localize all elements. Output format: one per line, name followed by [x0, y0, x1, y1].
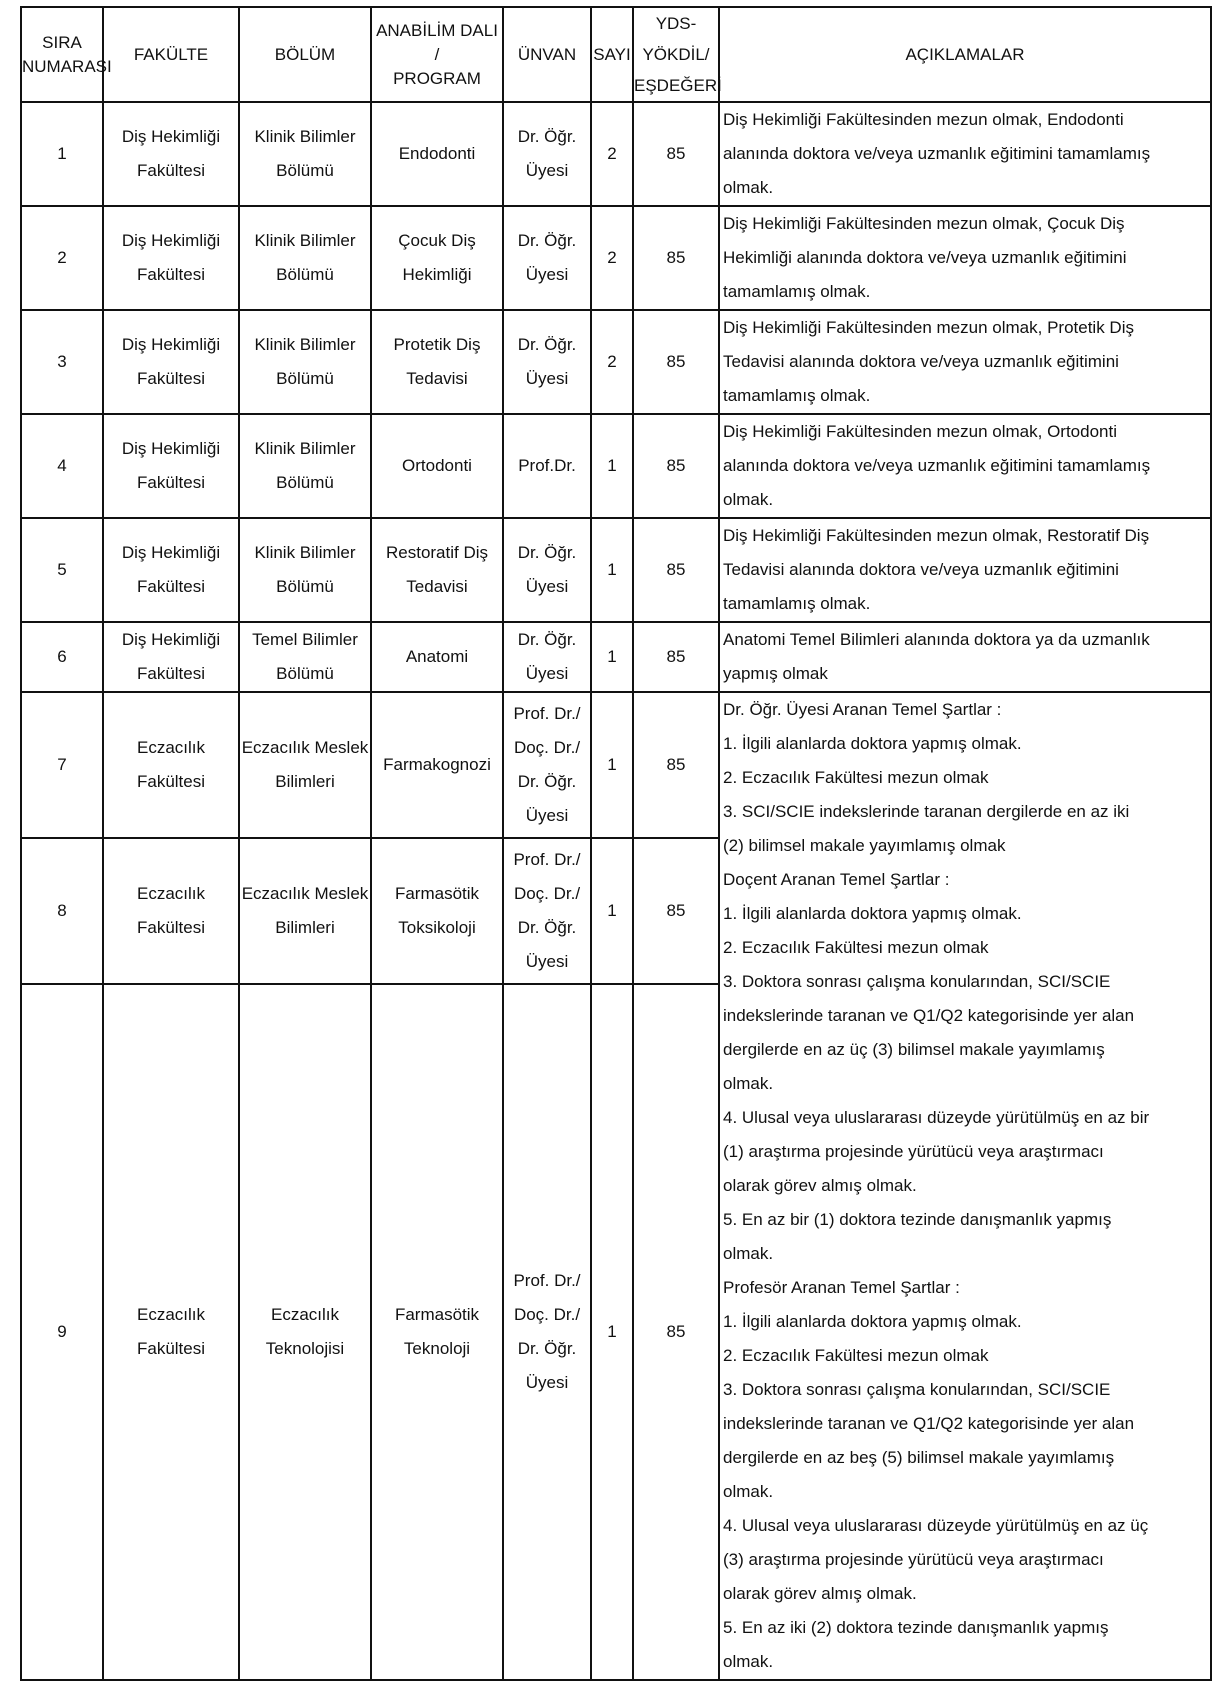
aciklama-line: (1) araştırma projesinde yürütücü veya araştırmacı: [723, 1142, 1104, 1161]
row-program: Protetik Diş Tedavisi: [371, 310, 503, 414]
row-fakulte: Diş Hekimliği Fakültesi: [103, 622, 239, 692]
row-program: Farmasötik Toksikoloji: [371, 838, 503, 984]
table-row: [21, 622, 1211, 692]
aciklama-line: 2. Eczacılık Fakültesi mezun olmak: [723, 1346, 989, 1365]
aciklama-line: 4. Ulusal veya uluslararası düzeyde yürütülmüş en az üç: [723, 1516, 1149, 1535]
row-bolum: Klinik Bilimler Bölümü: [239, 102, 371, 206]
row-fakulte: Eczacılık Fakültesi: [103, 692, 239, 838]
row-sayi: 2: [591, 310, 633, 414]
row-bolum: Eczacılık Teknolojisi: [239, 984, 371, 1680]
aciklama-line: dergilerde en az beş (5) bilimsel makale yayımlamış: [723, 1448, 1115, 1467]
row-fakulte: Diş Hekimliği Fakültesi: [103, 310, 239, 414]
header-bolum: BÖLÜM: [239, 7, 371, 102]
row-no: 9: [21, 984, 103, 1680]
row-bolum: Klinik Bilimler Bölümü: [239, 206, 371, 310]
row-bolum: Temel Bilimler Bölümü: [239, 622, 371, 692]
row-fakulte: Diş Hekimliği Fakültesi: [103, 414, 239, 518]
row-bolum: Klinik Bilimler Bölümü: [239, 518, 371, 622]
row-sayi: 2: [591, 206, 633, 310]
header-aciklamalar: AÇIKLAMALAR: [719, 7, 1211, 102]
header-row: [21, 7, 1211, 102]
header-unvan: ÜNVAN: [503, 7, 591, 102]
row-unvan: Dr. Öğr. Üyesi: [503, 622, 591, 692]
aciklama-line: 3. Doktora sonrası çalışma konularından, SCI/SCIE: [723, 1380, 1111, 1399]
aciklama-line: dergilerde en az üç (3) bilimsel makale yayımlamış: [723, 1040, 1105, 1059]
row-yds: 85: [633, 102, 719, 206]
aciklama-line: Doçent Aranan Temel Şartlar :: [723, 870, 950, 889]
row-sayi: 1: [591, 984, 633, 1680]
header-fakulte: FAKÜLTE: [103, 7, 239, 102]
table-body: [21, 102, 1211, 1680]
row-fakulte: Eczacılık Fakültesi: [103, 984, 239, 1680]
row-unvan: Dr. Öğr. Üyesi: [503, 102, 591, 206]
row-program: Farmasötik Teknoloji: [371, 984, 503, 1680]
aciklama-line: indekslerinde taranan ve Q1/Q2 kategorisinde yer alan: [723, 1414, 1135, 1433]
row-yds: 85: [633, 518, 719, 622]
row-fakulte: Diş Hekimliği Fakültesi: [103, 206, 239, 310]
aciklama-line: 5. En az bir (1) doktora tezinde danışmanlık yapmış: [723, 1210, 1112, 1229]
row-unvan: Prof. Dr./ Doç. Dr./ Dr. Öğr. Üyesi: [503, 692, 591, 838]
row-no: 2: [21, 206, 103, 310]
row-bolum: Eczacılık Meslek Bilimleri: [239, 838, 371, 984]
aciklama-line: olmak.: [723, 1074, 774, 1093]
row-aciklama: Diş Hekimliği Fakültesinden mezun olmak, Ortodonti alanında doktora ve/veya uzmanlık eğitimini tamamlamış olmak.: [719, 414, 1211, 518]
row-sayi: 1: [591, 414, 633, 518]
row-unvan: Prof. Dr./ Doç. Dr./ Dr. Öğr. Üyesi: [503, 984, 591, 1680]
row-program: Anatomi: [371, 622, 503, 692]
aciklama-line: indekslerinde taranan ve Q1/Q2 kategorisinde yer alan: [723, 1006, 1135, 1025]
aciklama-line: olmak.: [723, 1652, 774, 1671]
aciklama-line: 3. SCI/SCIE indekslerinde taranan dergilerde en az iki: [723, 802, 1130, 821]
row-yds: 85: [633, 310, 719, 414]
row-aciklama: Anatomi Temel Bilimleri alanında doktora ya da uzmanlık yapmış olmak: [719, 622, 1211, 692]
row-yds: 85: [633, 838, 719, 984]
table-row: [21, 414, 1211, 518]
row-no: 3: [21, 310, 103, 414]
row-bolum: Klinik Bilimler Bölümü: [239, 310, 371, 414]
row-no: 7: [21, 692, 103, 838]
aciklama-line: 1. İlgili alanlarda doktora yapmış olmak.: [723, 1312, 1022, 1331]
row-aciklama: Diş Hekimliği Fakültesinden mezun olmak, Çocuk Diş Hekimliği alanında doktora ve/veya uzmanlık eğitimini tamamlamış olmak.: [719, 206, 1211, 310]
aciklama-line: olmak.: [723, 1482, 774, 1501]
row-yds: 85: [633, 206, 719, 310]
row-program: Ortodonti: [371, 414, 503, 518]
row-no: 6: [21, 622, 103, 692]
row-sayi: 1: [591, 518, 633, 622]
row-yds: 85: [633, 692, 719, 838]
aciklama-line: 1. İlgili alanlarda doktora yapmış olmak.: [723, 904, 1022, 923]
aciklama-line: (3) araştırma projesinde yürütücü veya araştırmacı: [723, 1550, 1104, 1569]
row-unvan: Prof.Dr.: [503, 414, 591, 518]
table-row: [21, 692, 1211, 838]
row-unvan: Dr. Öğr. Üyesi: [503, 518, 591, 622]
header-yds: YDS- YÖKDİL/ EŞDEĞERİ: [633, 7, 719, 102]
announcement-table: [20, 6, 1212, 1681]
row-aciklama: Diş Hekimliği Fakültesinden mezun olmak, Restoratif Diş Tedavisi alanında doktora ve/veya uzmanlık eğitimini tamamlamış olmak.: [719, 518, 1211, 622]
aciklama-line: 3. Doktora sonrası çalışma konularından, SCI/SCIE: [723, 972, 1111, 991]
row-no: 1: [21, 102, 103, 206]
aciklama-line: olarak görev almış olmak.: [723, 1584, 917, 1603]
row-unvan: Dr. Öğr. Üyesi: [503, 206, 591, 310]
table-row: [21, 518, 1211, 622]
row-sayi: 2: [591, 102, 633, 206]
header-sayi: SAYI: [591, 7, 633, 102]
row-unvan: Prof. Dr./ Doç. Dr./ Dr. Öğr. Üyesi: [503, 838, 591, 984]
row-yds: 85: [633, 984, 719, 1680]
row-program: Farmakognozi: [371, 692, 503, 838]
aciklama-line: 4. Ulusal veya uluslararası düzeyde yürütülmüş en az bir: [723, 1108, 1150, 1127]
row-aciklama: Diş Hekimliği Fakültesinden mezun olmak, Protetik Diş Tedavisi alanında doktora ve/veya uzmanlık eğitimini tamamlamış olmak.: [719, 310, 1211, 414]
aciklama-line: olarak görev almış olmak.: [723, 1176, 917, 1195]
row-yds: 85: [633, 414, 719, 518]
row-sayi: 1: [591, 838, 633, 984]
aciklama-line: 2. Eczacılık Fakültesi mezun olmak: [723, 938, 989, 957]
row-no: 4: [21, 414, 103, 518]
row-program: Restoratif Diş Tedavisi: [371, 518, 503, 622]
table-row: [21, 206, 1211, 310]
aciklama-line: (2) bilimsel makale yayımlamış olmak: [723, 836, 1006, 855]
row-program: Çocuk Diş Hekimliği: [371, 206, 503, 310]
row-fakulte: Eczacılık Fakültesi: [103, 838, 239, 984]
row-fakulte: Diş Hekimliği Fakültesi: [103, 518, 239, 622]
row-no: 5: [21, 518, 103, 622]
row-no: 8: [21, 838, 103, 984]
row-bolum: Klinik Bilimler Bölümü: [239, 414, 371, 518]
aciklama-line: Profesör Aranan Temel Şartlar :: [723, 1278, 960, 1297]
aciklama-line: 2. Eczacılık Fakültesi mezun olmak: [723, 768, 989, 787]
aciklama-line: olmak.: [723, 1244, 774, 1263]
row-fakulte: Diş Hekimliği Fakültesi: [103, 102, 239, 206]
table-row: [21, 310, 1211, 414]
row-aciklama: Diş Hekimliği Fakültesinden mezun olmak, Endodonti alanında doktora ve/veya uzmanlık eğitimini tamamlamış olmak.: [719, 102, 1211, 206]
row-unvan: Dr. Öğr. Üyesi: [503, 310, 591, 414]
aciklama-line: 1. İlgili alanlarda doktora yapmış olmak.: [723, 734, 1022, 753]
row-program: Endodonti: [371, 102, 503, 206]
aciklama-line: 5. En az iki (2) doktora tezinde danışmanlık yapmış: [723, 1618, 1109, 1637]
aciklama-line: Dr. Öğr. Üyesi Aranan Temel Şartlar :: [723, 700, 1002, 719]
row-bolum: Eczacılık Meslek Bilimleri: [239, 692, 371, 838]
eczacilik-aciklama: [719, 692, 1211, 1680]
table-row: [21, 102, 1211, 206]
row-yds: 85: [633, 622, 719, 692]
header-anabilim: ANABİLİM DALI / PROGRAM: [371, 7, 503, 102]
row-sayi: 1: [591, 622, 633, 692]
row-sayi: 1: [591, 692, 633, 838]
header-sira: SIRA NUMARASI: [21, 7, 103, 102]
